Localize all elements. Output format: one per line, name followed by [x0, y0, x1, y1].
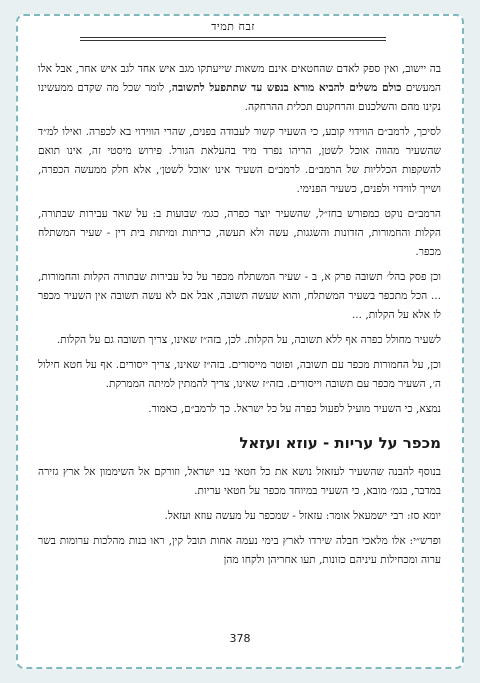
- section-paragraph-2: יומא סז: רבי ישמעאל אומר: עזאזל - שמכפר על מעשה עוזא ועזאל.: [164, 510, 441, 522]
- paragraph-7: נמצא, כי השעיר מועיל לפעול כפרה על כל ישראל. כך לרמב״ם, כאמור.: [148, 403, 441, 415]
- header-rule: [80, 37, 386, 41]
- paragraph-4: וכן פסק בהל׳ תשובה פרק א, ב - שעיר המשתלח מכפר על כל עבירות שבתורה הקלות והחמורות, ... הכל מתכפר בשעיר המשתלח, והוא שעשה תשובה, אבל אם לא עשה תשובה אין השעיר מכפר לו אלא על הקלות, ...: [38, 271, 441, 321]
- paragraph-2: לסיכך, לרמב״ם הווידוי קובע, כי השעיר קשור לעבודה בפנים, שהרי הווידוי בא לכפרה. ואילו למ״ד שהשעיר מהווה אוכל לשטן, הריהו נפרד מיד בהעלאת הגורל. פירוש מיסטי זה, אינו תואם להשקפות הכלליות של הרמב״ם. לרמב״ם השעיר אינו ׳אוכל לשטן׳, אלא חלק ממעשה הכפרה, ושייך לווידוי ולפנים, כשעיר הפנימי.: [38, 126, 441, 195]
- paragraph-1-bold: כולם משלים להביא מורא בנפש עד שתתפעל לתשובה: [171, 82, 402, 94]
- page-number: 378: [229, 632, 251, 645]
- page-content: [38, 60, 441, 576]
- paragraph-1-tail: , לומר שכל מה שקדם ממעשינו נקינו מהם והשלכנום והרחקנום תכלית ההרחקה.: [38, 82, 441, 113]
- section-paragraph-1: בנוסף להבנה שהשעיר לעזאזל נושא את כל חטאי בני ישראל, וזורקם אל השיממון אל ארץ גזירה במדבר, בגמ׳ מובא, כי השעיר במיוחד מכפר על חטאי עריות.: [38, 466, 441, 497]
- paragraph-5: לשעיר מחולל כפרה אף ללא תשובה, על הקלות. לכן, בזה״ז שאינו, צריך תשובה גם על הקלות.: [56, 334, 441, 346]
- paragraph-3: הרמב״ם נוקט כמפורש בחז״ל, שהשעיר יוצר כפרה, כגמ׳ שבועות ב: על שאר עבירות שבתורה, הקלות והחמורות, הזדונות והשגגות, עשה ולא תעשה, כריתות ומיתות בית דין - שעיר המשתלח מכפר.: [38, 208, 441, 258]
- running-header: [80, 20, 386, 42]
- paragraph-1: [38, 60, 441, 117]
- section-heading: מכפר על עריות - עוזא ועזאל: [239, 434, 441, 452]
- paragraph-1-lead: בה יישוב, ואין ספק לאדם שהחטאים אינם משאות שייעתקו מגב איש אחד לגב איש אחר, אבל אלו המעשים: [38, 63, 441, 94]
- paragraph-6: וכן, על החמורות מכפר עם תשובה, ופוטר מייסורים. בזה״ז שאינו, צריך ייסורים. אף על חטא חילול ה׳, השעיר מכפר עם תשובה וייסורים. בזה״ז שאינו, צריך להמתין למיתה הממרקת.: [38, 359, 441, 390]
- section-paragraph-3: ופרש״י: אלו מלאכי חבלה שירדו לארץ בימי נעמה אחות תובל קין, ראו בנות מהלכות ערומות בשר ערוה ומכחילות עיניהם כזונות, תעו אחריהן ולקחו מהן: [38, 535, 441, 566]
- header-title: זבח תמיד: [211, 20, 255, 33]
